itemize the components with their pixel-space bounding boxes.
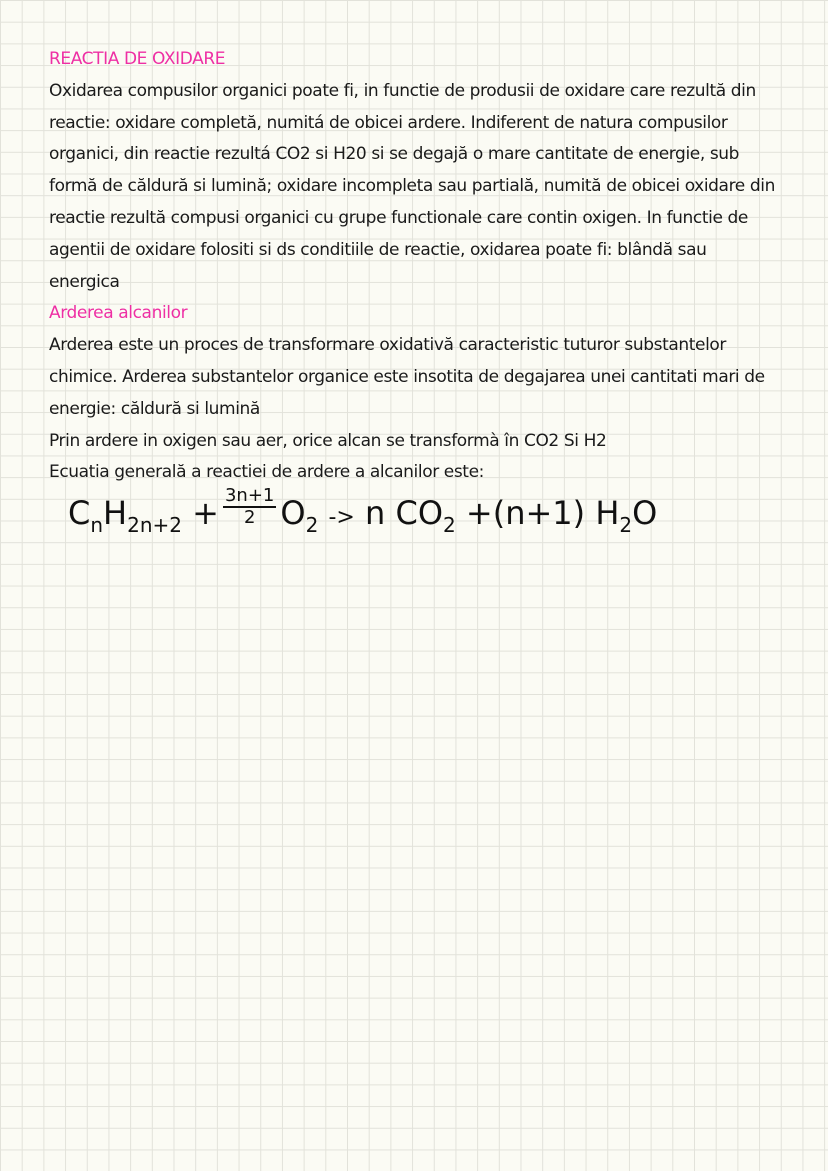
paragraph-line: agentii de oxidare folositi si ds conditiile de reactie, oxidarea poate fi: blândă sau bbox=[49, 239, 707, 260]
paragraph-line: chimice. Arderea substantelor organice este insotita de degajarea unei cantitati mari de bbox=[49, 366, 765, 387]
combustion-equation bbox=[68, 485, 658, 537]
eq-nco: n CO bbox=[365, 494, 443, 532]
paragraph-line: reactie rezultă compusi organici cu grupe functionale care contin oxigen. In functie de bbox=[49, 207, 748, 228]
eq-h2-sub: 2 bbox=[619, 513, 633, 537]
eq-o2: O bbox=[632, 494, 658, 532]
eq-arrow: -> bbox=[328, 505, 355, 530]
paragraph-line: energie: căldură si lumină bbox=[49, 398, 260, 419]
paragraph-line: formă de căldură si lumină; oxidare incompleta sau partială, numită de obicei oxidare din bbox=[49, 176, 775, 197]
paragraph-line: reactie: oxidare completă, numitá de obicei ardere. Indiferent de natura compusilor bbox=[49, 112, 728, 133]
eq-frac-den: 2 bbox=[243, 507, 256, 528]
eq-co-sub: 2 bbox=[443, 513, 456, 537]
paragraph-line: Prin ardere in oxigen sau aer, orice alcan se transformà în CO2 Si H2 bbox=[49, 430, 607, 451]
paragraph-line: Ecuatia generală a reactiei de ardere a alcanilor este: bbox=[49, 462, 484, 483]
eq-plus: + bbox=[465, 494, 493, 532]
eq-h: H bbox=[103, 494, 128, 532]
eq-c: C bbox=[68, 494, 91, 532]
eq-o-sub: 2 bbox=[305, 513, 319, 537]
notes-page bbox=[49, 44, 809, 489]
eq-coef: (n+1) bbox=[492, 494, 586, 532]
eq-frac-num: 3n+1 bbox=[224, 485, 275, 506]
eq-h-sub: 2n+2 bbox=[127, 513, 182, 537]
section-title-oxidation: REACTIA DE OXIDARE bbox=[49, 49, 226, 69]
eq-fraction bbox=[223, 486, 276, 528]
eq-o: O bbox=[280, 494, 306, 532]
eq-plus: + bbox=[192, 494, 219, 532]
paragraph-line: organici, din reactie rezultá CO2 si H20 si se degajă o mare cantitate de energie, sub bbox=[49, 144, 740, 165]
section-title-alkane-combustion: Arderea alcanilor bbox=[49, 303, 188, 324]
paragraph-line: energica bbox=[49, 271, 120, 292]
eq-c-sub: n bbox=[90, 513, 104, 537]
paragraph-line: Arderea este un proces de transformare oxidativă caracteristic tuturor substantelor bbox=[49, 335, 726, 356]
paragraph-line: Oxidarea compusilor organici poate fi, in functie de produsii de oxidare care rezultă din bbox=[49, 80, 756, 101]
eq-h2: H bbox=[595, 494, 620, 532]
